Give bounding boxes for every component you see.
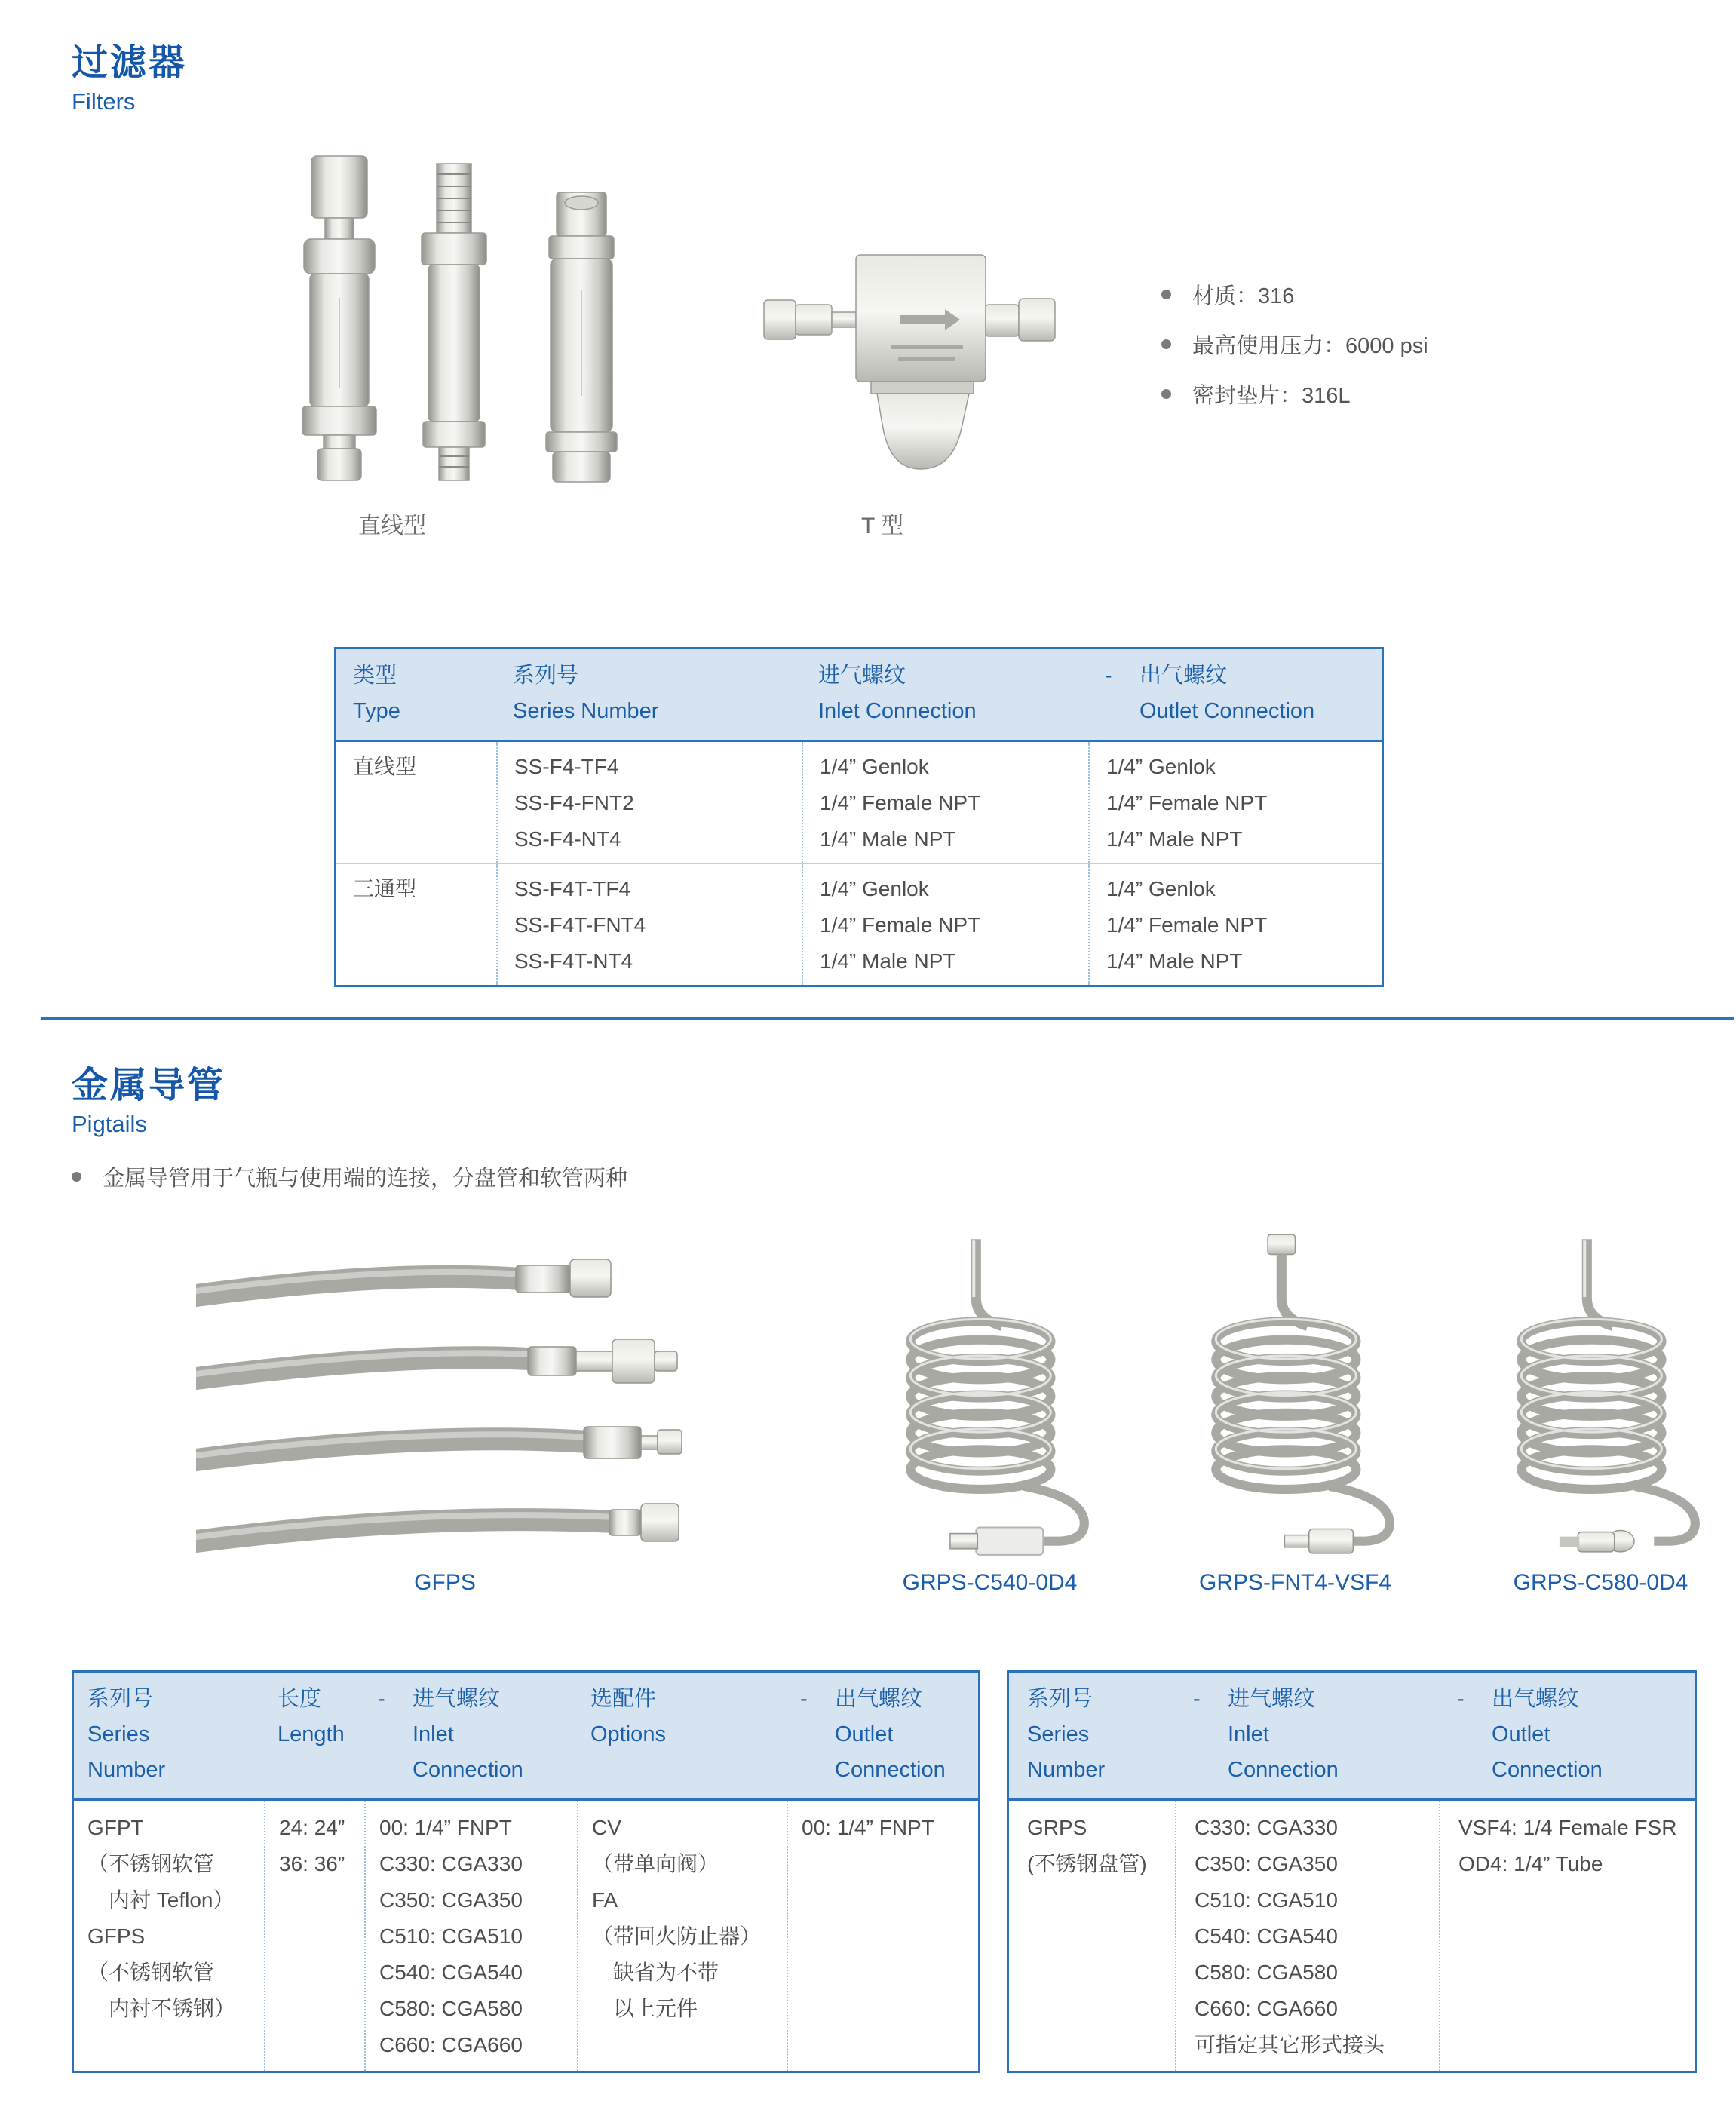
flexible-hoses-photo: [196, 1237, 694, 1561]
filters-table: [334, 647, 1384, 987]
filters-table-group-straight: [336, 742, 1382, 863]
label-gfps: GFPS: [414, 1570, 476, 1595]
header-inlet: [364, 1682, 577, 1788]
series-value: GFPT: [87, 1816, 144, 1839]
inlet-value: 可指定其它形式接头: [1195, 2033, 1385, 2056]
series-value: GRPS: [1027, 1816, 1087, 1839]
inlet-value: C540: CGA540: [1195, 1924, 1338, 1948]
header-inlet-en2: Connection: [1228, 1758, 1339, 1782]
header-series-en: Series Number: [513, 699, 659, 723]
coil-pigtail-photo-1: [860, 1225, 1120, 1561]
header-outlet-zh-text: 出气螺纹: [1492, 1687, 1580, 1711]
series-value: SS-F4-TF4: [514, 755, 619, 778]
outlet-value: 1/4” Male NPT: [1106, 827, 1243, 851]
cell-options: [577, 1801, 787, 2071]
hose-table-header: [74, 1673, 978, 1801]
length-value: 36: 36”: [279, 1852, 345, 1875]
dash-mark: -: [1193, 1687, 1201, 1711]
straight-filters-photo: [226, 147, 679, 486]
inlet-value: 1/4” Genlok: [820, 755, 929, 778]
cell-inlet: [802, 864, 1088, 985]
inlet-value: C510: CGA510: [379, 1924, 523, 1948]
filters-title-zh: 过滤器: [72, 43, 188, 83]
header-options: [577, 1682, 787, 1788]
header-type: [336, 658, 496, 729]
header-options-en: Options: [590, 1722, 666, 1746]
straight-filter-label: 直线型: [358, 514, 426, 538]
filters-table-header: [336, 649, 1382, 742]
header-series: [496, 658, 802, 729]
coil-table-body: [1009, 1801, 1695, 2071]
inlet-value: 1/4” Female NPT: [820, 791, 981, 814]
series-value: 内衬不锈钢）: [87, 1997, 236, 2020]
header-series-zh: 系列号: [87, 1687, 154, 1711]
dash-mark: -: [378, 1687, 385, 1711]
header-inlet-zh-text: 进气螺纹: [1228, 1687, 1316, 1711]
filters-specs: [1161, 281, 1428, 430]
header-inlet-zh-text: 进气螺纹: [413, 1687, 501, 1711]
series-value: (不锈钢盘管): [1027, 1852, 1147, 1875]
cell-length: [264, 1801, 364, 2071]
bullet-dot: [1161, 339, 1171, 349]
dash-mark: -: [1457, 1687, 1465, 1711]
series-value: （不锈钢软管: [87, 1961, 215, 1984]
dash-mark: -: [1105, 664, 1112, 688]
pigtails-hose-table: [72, 1670, 980, 2073]
header-inlet-zh: 进气螺纹: [818, 664, 906, 688]
header-outlet-en1: Outlet: [835, 1722, 894, 1746]
spec-gasket: 密封垫片：316L: [1192, 384, 1351, 408]
coil-pigtail-photo-3: [1471, 1225, 1731, 1561]
header-outlet: [1088, 658, 1382, 729]
header-series-en2: Number: [87, 1758, 166, 1782]
inlet-value: C330: CGA330: [1195, 1816, 1338, 1839]
header-inlet-en2: Connection: [413, 1758, 523, 1782]
outlet-value: 1/4” Genlok: [1106, 877, 1216, 900]
header-options-zh: 选配件: [590, 1687, 657, 1711]
spec-row: [1161, 281, 1428, 312]
inlet-value: 1/4” Genlok: [820, 877, 929, 900]
cell-inlet: [364, 1801, 577, 2071]
inlet-value: C580: CGA580: [1195, 1961, 1338, 1984]
header-length-zh: 长度: [278, 1687, 322, 1711]
header-inlet-en1: Inlet: [1228, 1722, 1269, 1746]
options-value: FA: [592, 1888, 618, 1912]
spec-material: 材质：316: [1192, 284, 1295, 308]
type-label: 直线型: [353, 755, 417, 778]
pigtails-section-title: [72, 1056, 225, 1138]
pigtails-note: [72, 1163, 627, 1213]
header-series-en2: Number: [1027, 1758, 1106, 1782]
series-value: SS-F4T-NT4: [514, 949, 633, 973]
cell-outlet: [1439, 1801, 1695, 2071]
header-inlet: [1175, 1682, 1439, 1788]
outlet-value: OD4: 1/4” Tube: [1458, 1852, 1603, 1875]
outlet-value: VSF4: 1/4 Female FSR: [1458, 1816, 1677, 1839]
inlet-value: 1/4” Female NPT: [820, 913, 981, 937]
header-series: [1009, 1682, 1175, 1788]
cell-series: [1009, 1801, 1175, 2071]
cell-inlet: [802, 742, 1088, 863]
header-type-en: Type: [353, 699, 400, 723]
inlet-value: 1/4” Male NPT: [820, 827, 956, 851]
options-value: （带回火防止器）: [592, 1924, 762, 1948]
header-outlet-zh: [1105, 658, 1382, 694]
dash-mark: -: [800, 1687, 808, 1711]
series-value: GFPS: [87, 1924, 146, 1948]
cell-type: [336, 742, 496, 863]
header-outlet-en: Outlet Connection: [1139, 699, 1315, 723]
label-grps-c540: GRPS-C540-0D4: [902, 1570, 1078, 1595]
filters-table-group-tee: [336, 863, 1382, 985]
cell-type: [336, 864, 496, 985]
cell-outlet: [1088, 742, 1382, 863]
pigtails-title-zh: 金属导管: [72, 1066, 226, 1105]
label-grps-c580: GRPS-C580-0D4: [1513, 1570, 1688, 1595]
options-value: CV: [592, 1816, 621, 1839]
header-inlet: [802, 658, 1088, 729]
options-value: 以上元件: [592, 1997, 698, 2020]
coil-pigtail-photo-2: [1165, 1225, 1425, 1561]
inlet-value: C330: CGA330: [379, 1852, 523, 1875]
inlet-value: C580: CGA580: [379, 1997, 523, 2020]
filters-title-en: Filters: [72, 88, 136, 115]
type-label: 三通型: [353, 877, 417, 900]
pigtails-note-text: 金属导管用于气瓶与使用端的连接，分盘管和软管两种: [103, 1167, 628, 1191]
header-length-en: Length: [278, 1722, 345, 1746]
series-value: 内衬 Teflon）: [87, 1888, 235, 1912]
header-inlet-en: Inlet Connection: [818, 699, 977, 723]
inlet-value: C350: CGA350: [1195, 1852, 1338, 1875]
header-outlet-en1: Outlet: [1492, 1722, 1550, 1746]
series-value: SS-F4T-FNT4: [514, 913, 646, 937]
note-row: [72, 1163, 627, 1194]
header-outlet-en2: Connection: [835, 1758, 946, 1782]
tee-filter-photo: [758, 226, 1060, 479]
bullet-dot: [1161, 389, 1171, 399]
series-value: SS-F4-NT4: [514, 827, 621, 851]
header-length: [264, 1682, 364, 1788]
outlet-value: 1/4” Genlok: [1106, 755, 1216, 778]
inlet-value: 1/4” Male NPT: [820, 949, 956, 973]
header-series-en1: Series: [87, 1722, 150, 1746]
spec-row: [1161, 380, 1428, 412]
header-series: [74, 1682, 264, 1788]
outlet-value: 1/4” Female NPT: [1106, 913, 1268, 937]
inlet-value: C540: CGA540: [379, 1961, 523, 1984]
coil-table-header: [1009, 1673, 1695, 1801]
spec-max-pressure: 最高使用压力：6000 psi: [1192, 334, 1428, 358]
header-outlet: [787, 1682, 978, 1788]
header-inlet-en1: Inlet: [413, 1722, 454, 1746]
inlet-value: C660: CGA660: [1195, 1997, 1338, 2020]
hose-table-body: [74, 1801, 978, 2071]
bullet-dot: [1161, 290, 1171, 299]
header-series-zh: 系列号: [1027, 1687, 1093, 1711]
header-outlet-zh-text: 出气螺纹: [1139, 664, 1228, 688]
inlet-value: C660: CGA660: [379, 2033, 523, 2056]
header-outlet-zh: [1457, 1682, 1695, 1717]
header-series-en1: Series: [1027, 1722, 1090, 1746]
series-value: SS-F4-FNT2: [514, 791, 634, 814]
header-series-zh: 系列号: [513, 664, 579, 688]
outlet-value: 00: 1/4” FNPT: [802, 1816, 934, 1839]
header-outlet-zh: [800, 1682, 978, 1717]
section-divider: [41, 1017, 1734, 1020]
cell-outlet: [1088, 864, 1382, 985]
label-grps-fnt4: GRPS-FNT4-VSF4: [1198, 1570, 1392, 1595]
cell-series: [496, 864, 802, 985]
cell-series: [74, 1801, 264, 2071]
header-outlet-zh-text: 出气螺纹: [835, 1687, 923, 1711]
options-value: （带单向阀）: [592, 1852, 719, 1875]
cell-inlet: [1175, 1801, 1439, 2071]
header-inlet-zh: [378, 1682, 577, 1717]
cell-outlet: [787, 1801, 978, 2071]
pigtails-title-en: Pigtails: [72, 1111, 147, 1137]
header-outlet-en2: Connection: [1492, 1758, 1603, 1782]
inlet-value: C350: CGA350: [379, 1888, 523, 1912]
header-inlet-zh: [1193, 1682, 1439, 1717]
cell-series: [496, 742, 802, 863]
bullet-dot: [72, 1172, 81, 1182]
header-type-zh: 类型: [353, 664, 397, 688]
outlet-value: 1/4” Female NPT: [1106, 791, 1268, 814]
inlet-value: C510: CGA510: [1195, 1888, 1338, 1912]
spec-row: [1161, 330, 1428, 362]
filters-section-title: [72, 33, 187, 115]
length-value: 24: 24”: [279, 1816, 345, 1839]
header-outlet: [1439, 1682, 1695, 1788]
inlet-value: 00: 1/4” FNPT: [379, 1816, 512, 1839]
tee-filter-label: T 型: [860, 514, 904, 538]
series-value: SS-F4T-TF4: [514, 877, 631, 900]
options-value: 缺省为不带: [592, 1961, 719, 1984]
series-value: （不锈钢软管: [87, 1852, 215, 1875]
pigtails-coil-table: [1007, 1670, 1697, 2073]
outlet-value: 1/4” Male NPT: [1106, 949, 1243, 973]
